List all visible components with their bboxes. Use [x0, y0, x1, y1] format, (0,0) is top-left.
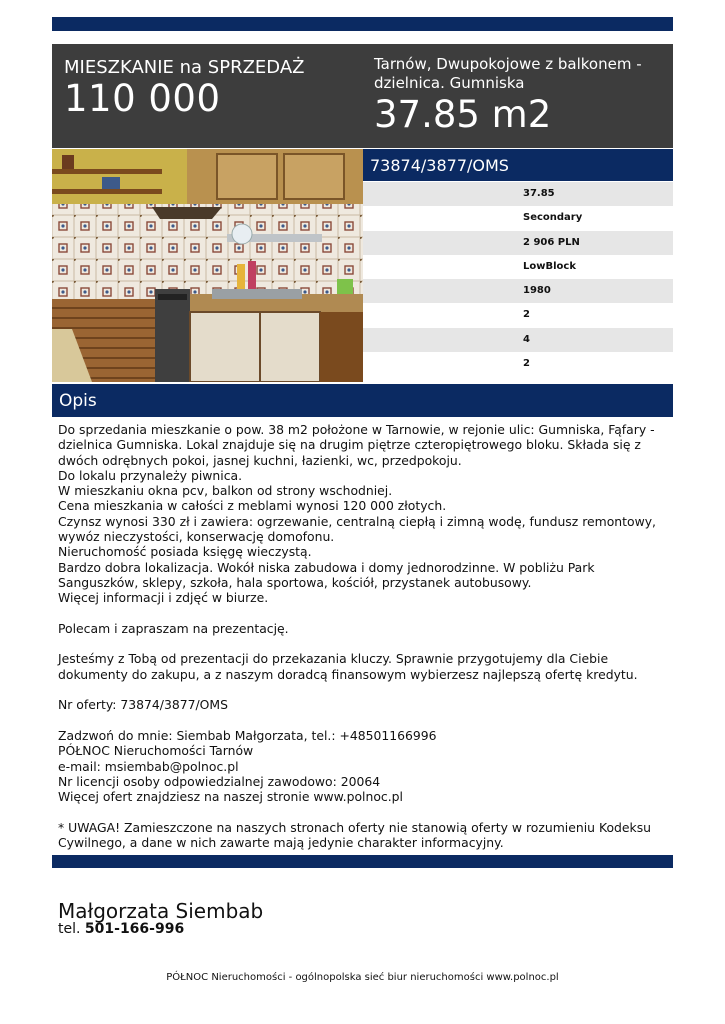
- offer-ref-bar: [363, 149, 673, 181]
- detail-value: LowBlock: [523, 260, 576, 272]
- description-line: Nr licencji osoby odpowiedzialnej zawodowo: 20064: [58, 773, 381, 789]
- description-line: Cena mieszkania w całości z meblami wynosi 120 000 złotych.: [58, 498, 447, 514]
- description-line: Nieruchomość posiada księgę wieczystą.: [58, 544, 312, 560]
- spacer: [58, 804, 658, 819]
- details-row: [363, 206, 673, 230]
- section-bar: [52, 384, 673, 417]
- description-line: Polecam i zapraszam na prezentację.: [58, 620, 289, 636]
- details-row: [363, 352, 673, 376]
- description-line: Do sprzedania mieszkanie o pow. 38 m2 położone w Tarnowie, w rejonie ulic: Gumniska, Fąfary - dzielnica Gumniska. Lokal znajduje się na drugim piętrze czteropiętrowego bloku. Składa się z dwóch odrębnych pokoi, jasnej kuchni, łazienki, wc, przedpokoju.: [58, 422, 655, 468]
- description-line: Zadzwoń do mnie: Siembab Małgorzata, tel.: +48501166996: [58, 727, 437, 743]
- description-line: e-mail: msiembab@polnoc.pl: [58, 758, 239, 774]
- agent-phone: [58, 921, 184, 937]
- details-row: [363, 303, 673, 327]
- detail-value: 4: [523, 333, 530, 345]
- details-row: [363, 279, 673, 303]
- details-table: [363, 182, 673, 376]
- divider-bar: [52, 855, 673, 868]
- detail-value: 2 906 PLN: [523, 236, 580, 248]
- agent-phone-number: 501-166-996: [84, 921, 185, 937]
- offer-type: MIESZKANIE na SPRZEDAŻ: [64, 57, 305, 78]
- detail-value: 2: [523, 358, 530, 370]
- description-line: Jesteśmy z Tobą od prezentacji do przekazania kluczy. Sprawnie przygotujemy dla Ciebie dokumenty do zakupu, a z naszym doradcą finansowym wybierzesz najlepszą ofertę kredytu.: [58, 651, 638, 682]
- description-line: PÓŁNOC Nieruchomości Tarnów: [58, 743, 254, 759]
- details-row: [363, 182, 673, 206]
- spacer: [58, 636, 658, 651]
- section-title: Opis: [59, 391, 97, 411]
- details-row: [363, 231, 673, 255]
- details-row: [363, 328, 673, 352]
- spacer: [58, 606, 658, 621]
- agent-phone-label: tel.: [58, 921, 81, 937]
- description-line: W mieszkaniu okna pcv, balkon od strony wschodniej.: [58, 483, 393, 499]
- offer-location: Tarnów, Dwupokojowe z balkonem - dzielnica. Gumniska: [374, 55, 642, 92]
- description-line: Nr oferty: 73874/3877/OMS: [58, 697, 228, 713]
- kitchen-photo: [52, 149, 363, 382]
- description: [58, 422, 658, 850]
- footer: PÓŁNOC Nieruchomości - ogólnopolska sieć biur nieruchomości www.polnoc.pl: [166, 972, 559, 983]
- details-row: [363, 255, 673, 279]
- detail-value: Secondary: [523, 212, 583, 224]
- offer-area: 37.85 m2: [374, 93, 552, 136]
- description-line: Więcej ofert znajdziesz na naszej stronie www.polnoc.pl: [58, 789, 403, 805]
- detail-value: 2: [523, 309, 530, 321]
- description-line: Bardzo dobra lokalizacja. Wokół niska zabudowa i domy jednorodzinne. W pobliżu Park Sanguszków, sklepy, szkoła, hala sportowa, kościół, przystanek autobusowy.: [58, 559, 595, 590]
- detail-value: 37.85: [523, 188, 555, 199]
- description-line: Więcej informacji i zdjęć w biurze.: [58, 590, 269, 606]
- offer-ref: 73874/3877/OMS: [370, 156, 509, 175]
- spacer: [58, 713, 658, 728]
- agent-name: Małgorzata Siembab: [58, 899, 264, 923]
- offer-price: 110 000: [64, 77, 221, 120]
- description-line: Do lokalu przynależy piwnica.: [58, 467, 243, 483]
- detail-value: 1980: [523, 285, 551, 297]
- description-line: * UWAGA! Zamieszczone na naszych stronach oferty nie stanowią oferty w rozumieniu Kodeksu Cywilnego, a dane w nich zawarte mają jedynie charakter informacyjny.: [58, 819, 652, 851]
- spacer: [58, 682, 658, 697]
- offer-header: [52, 44, 673, 148]
- top-decor-bar: [52, 17, 673, 31]
- description-line: Czynsz wynosi 330 zł i zawiera: ogrzewanie, centralną ciepłą i zimną wodę, fundusz remontowy, wywóz nieczystości, konserwację domofonu.: [58, 513, 656, 545]
